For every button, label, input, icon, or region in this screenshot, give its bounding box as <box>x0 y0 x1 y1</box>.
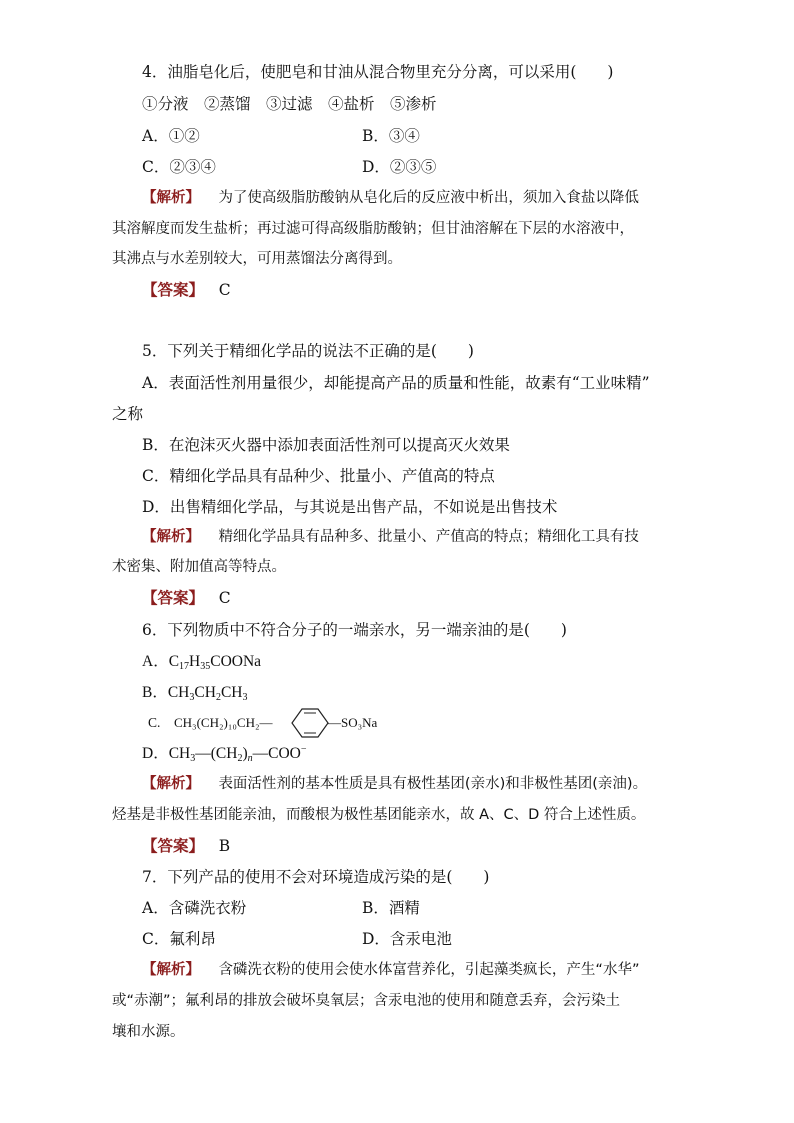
q6-option-d: D．$CH_3—(CH_2)_n—COO^-$ <box>142 744 307 764</box>
q6-answer-value: B <box>218 837 231 855</box>
q6-stem: 6．下列物质中不符合分子的一端亲水，另一端亲油的是( ) <box>142 621 567 639</box>
q5-answer <box>142 588 231 608</box>
q4-answer-value: C <box>218 281 231 299</box>
q7-analysis-line-2: 或“赤潮”；氟利昂的排放会破坏臭氧层；含汞电池的使用和随意丢弃，会污染土 <box>112 993 621 1009</box>
q6-option-d-label: D． <box>142 745 169 762</box>
q6-option-b: B．$CH_3CH_2CH_3$ <box>142 684 248 703</box>
answer-tag: 【答案】 <box>142 588 205 607</box>
q4-analysis-line-3: 其沸点与水差别较大，可用蒸馏法分离得到。 <box>112 251 402 267</box>
benzene-ring-icon <box>142 705 442 741</box>
q5-answer-value: C <box>218 589 231 607</box>
q4-analysis-text-1: 为了使高级脂肪酸钠从皂化后的反应液中析出，须加入食盐以降低 <box>218 190 639 206</box>
q4-option-c: C．②③④ <box>142 158 216 176</box>
q6-struct-left-group: CH₃(CH₂)₁₀CH₂— <box>174 715 273 730</box>
q7-option-a: A．含磷洗衣粉 <box>142 899 247 917</box>
analysis-tag: 【解析】 <box>142 190 200 206</box>
q4-option-b: B．③④ <box>362 127 420 145</box>
q4-option-d: D．②③⑤ <box>362 158 437 176</box>
q7-analysis-line-3: 壤和水源。 <box>112 1024 185 1040</box>
q6-analysis-line-2: 烃基是非极性基团能亲油，而酸根为极性基团能亲水，故 A、C、D 符合上述性质。 <box>112 807 646 823</box>
q5-option-a-line-2: 之称 <box>112 405 144 423</box>
q6-analysis-text-1: 表面活性剂的基本性质是具有极性基团(亲水)和非极性基团(亲油)。 <box>218 776 648 792</box>
q6-option-b-label: B． <box>142 684 168 701</box>
q5-analysis-text-1: 精细化学品具有品种多、批量小、产值高的特点；精细化工具有技 <box>218 529 639 545</box>
q5-option-d: D．出售精细化学品，与其说是出售产品，不如说是出售技术 <box>142 498 558 516</box>
q4-analysis-line-1 <box>142 188 639 208</box>
q6-analysis-line-1 <box>142 774 647 794</box>
q4-methods: ①分液 ②蒸馏 ③过滤 ④盐析 ⑤渗析 <box>142 95 437 113</box>
q4-option-a: A．①② <box>142 127 200 145</box>
analysis-tag: 【解析】 <box>142 962 200 978</box>
q7-option-c: C．氟利昂 <box>142 930 216 948</box>
q6-struct-right-group: —SO₃Na <box>328 715 378 730</box>
q4-stem: 4．油脂皂化后，使肥皂和甘油从混合物里充分分离，可以采用( ) <box>142 63 614 81</box>
q4-answer <box>142 280 231 300</box>
analysis-tag: 【解析】 <box>142 776 200 792</box>
q6-option-a-label: A． <box>142 653 169 670</box>
q6-option-c-label: C. <box>148 715 161 730</box>
q6-answer <box>142 836 230 856</box>
answer-tag: 【答案】 <box>142 280 205 299</box>
q5-option-b: B．在泡沫灭火器中添加表面活性剂可以提高灭火效果 <box>142 436 510 454</box>
q7-stem: 7．下列产品的使用不会对环境造成污染的是( ) <box>142 868 490 886</box>
q7-analysis-line-1 <box>142 960 639 980</box>
q6-option-c-structure <box>142 705 442 741</box>
answer-tag: 【答案】 <box>142 836 205 855</box>
q7-option-b: B．酒精 <box>362 899 420 917</box>
q5-option-a-line-1: A．表面活性剂用量很少，却能提高产品的质量和性能，故素有“工业味精” <box>142 374 650 392</box>
analysis-tag: 【解析】 <box>142 529 200 545</box>
q6-option-a: A．$C_{17}H_{35}COONa$ <box>142 653 262 672</box>
q7-option-d: D．含汞电池 <box>362 930 452 948</box>
q5-analysis-line-2: 术密集、附加值高等特点。 <box>112 559 286 575</box>
q5-stem: 5．下列关于精细化学品的说法不正确的是( ) <box>142 342 474 360</box>
q5-analysis-line-1 <box>142 527 639 547</box>
q5-option-c: C．精细化学品具有品种少、批量小、产值高的特点 <box>142 467 495 485</box>
q7-analysis-text-1: 含磷洗衣粉的使用会使水体富营养化，引起藻类疯长，产生“水华” <box>218 962 640 978</box>
q4-analysis-line-2: 其溶解度而发生盐析；再过滤可得高级脂肪酸钠；但甘油溶解在下层的水溶液中， <box>112 221 634 237</box>
